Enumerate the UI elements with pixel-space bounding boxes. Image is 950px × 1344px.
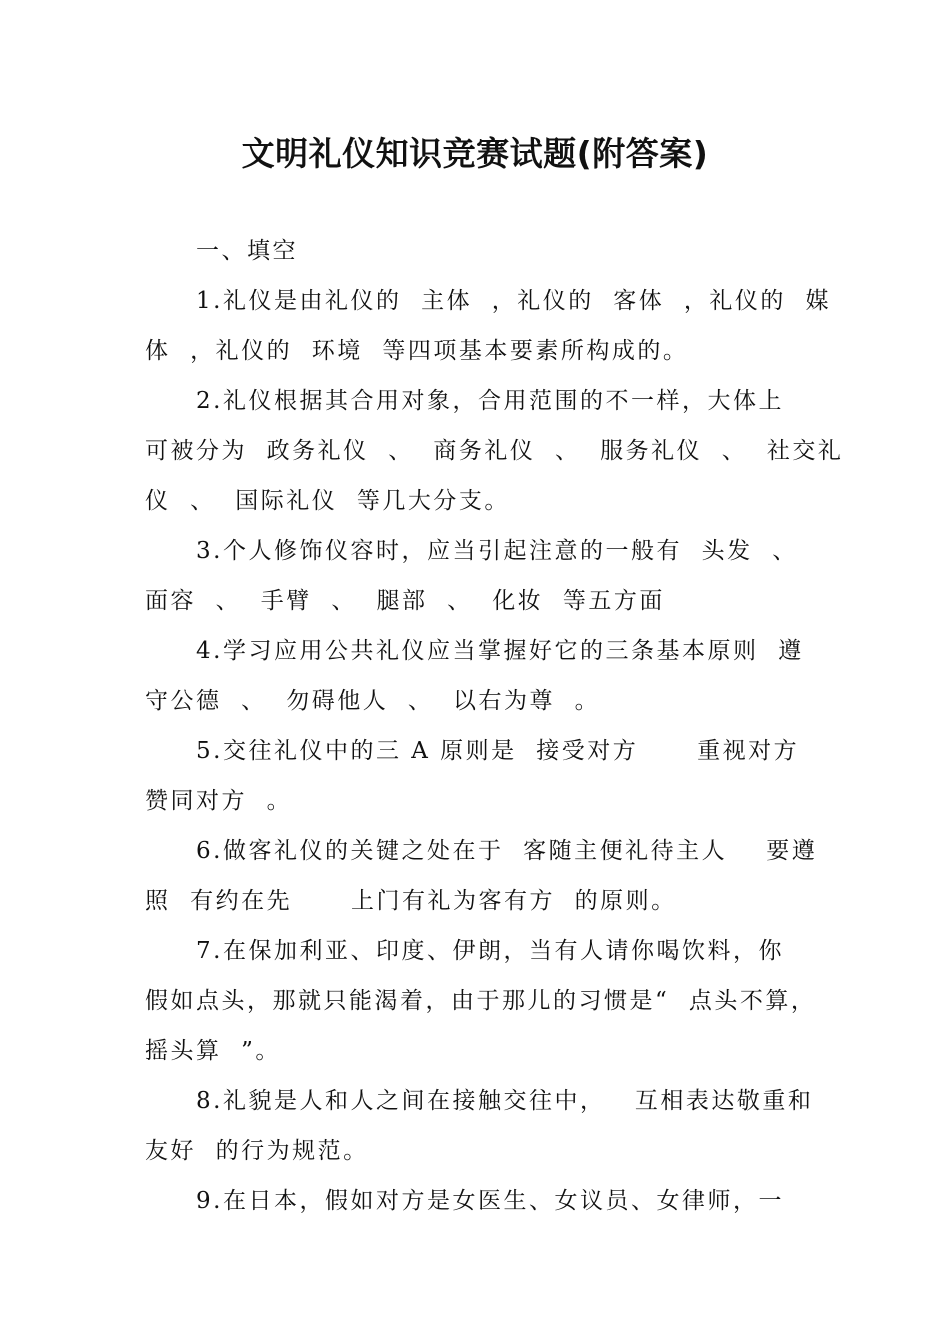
paragraph-line: 仪 、 国际礼仪 等几大分支。 [145, 488, 510, 514]
paragraph-line: 假如点头，那就只能渴着，由于那儿的习惯是“ 点头不算， [145, 988, 817, 1014]
paragraph-line: 4.学习应用公共礼仪应当掌握好它的三条基本原则 遵 [196, 638, 804, 664]
section-heading: 一、填空 [196, 238, 298, 264]
paragraph-line: 7.在保加利亚、印度、伊朗，当有人请你喝饮料，你 [196, 938, 784, 964]
paragraph-line: 3.个人修饰仪容时，应当引起注意的一般有 头发 、 [196, 538, 798, 564]
paragraph-line: 照 有约在先 上门有礼为客有方 的原则。 [145, 888, 677, 914]
paragraph-line: 赞同对方 。 [145, 788, 293, 814]
paragraph-line: 2.礼仪根据其合用对象，合用范围的不一样，大体上 [196, 388, 784, 414]
paragraph-line: 摇头算 ”。 [145, 1038, 281, 1064]
document-title: 文明礼仪知识竞赛试题(附答案) [241, 134, 709, 173]
paragraph-line: 9.在日本，假如对方是女医生、女议员、女律师，一 [196, 1188, 784, 1214]
paragraph-line: 5.交往礼仪中的三 A 原则是 接受对方 重视对方 [196, 738, 800, 764]
paragraph-line: 6.做客礼仪的关键之处在于 客随主便礼待主人 要遵 [196, 838, 818, 864]
paragraph-line: 可被分为 政务礼仪 、 商务礼仪 、 服务礼仪 、 社交礼 [145, 438, 844, 464]
paragraph-line: 守公德 、 勿碍他人 、 以右为尊 。 [145, 688, 601, 714]
paragraph-line: 8.礼貌是人和人之间在接触交往中， 互相表达敬重和 [196, 1088, 814, 1114]
paragraph-line: 1.礼仪是由礼仪的 主体 ，礼仪的 客体 ，礼仪的 媒 [196, 288, 832, 314]
paragraph-line: 体 ，礼仪的 环境 等四项基本要素所构成的。 [145, 338, 689, 364]
paragraph-line: 面容 、 手臂 、 腿部 、 化妆 等五方面 [145, 588, 665, 614]
paragraph-line: 友好 的行为规范。 [145, 1138, 369, 1164]
